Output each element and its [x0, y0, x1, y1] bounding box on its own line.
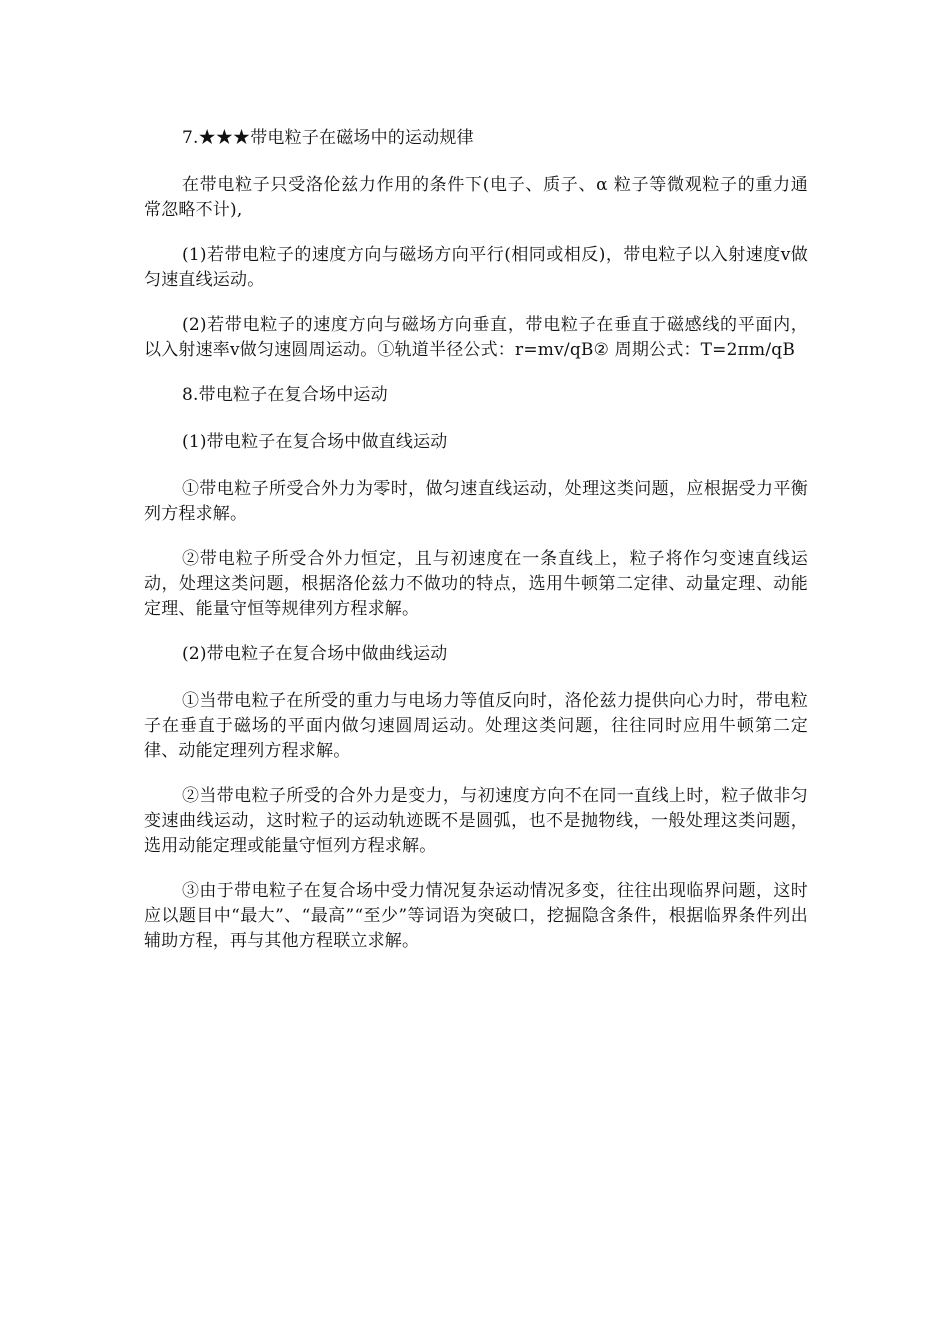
- critical-problem-paragraph: ③由于带电粒子在复合场中受力情况复杂运动情况多变，往往出现临界问题，这时应以题目中“最大”、“最高”“至少”等词语为突破口，挖掘隐含条件，根据临界条件列出辅助方程，再与其他方程联立求解。: [144, 881, 808, 951]
- perpendicular-velocity-paragraph: (2)若带电粒子的速度方向与磁场方向垂直，带电粒子在垂直于磁感线的平面内，以入射速率v做匀速圆周运动。①轨道半径公式：r=mv/qB② 周期公式：T=2πm/qB: [144, 315, 808, 360]
- section-7-heading: 7.★★★带电粒子在磁场中的运动规律: [182, 128, 474, 148]
- variable-force-paragraph: ②当带电粒子所受的合外力是变力，与初速度方向不在同一直线上时，粒子做非匀变速曲线运动，这时粒子的运动轨迹既不是圆弧，也不是抛物线，一般处理这类问题，选用动能定理或能量守恒列方程求解。: [144, 786, 808, 856]
- section-8-heading: 8.带电粒子在复合场中运动: [182, 385, 388, 405]
- straight-motion-subheading: (1)带电粒子在复合场中做直线运动: [182, 432, 448, 452]
- circular-motion-paragraph: ①当带电粒子在所受的重力与电场力等值反向时，洛伦兹力提供向心力时，带电粒子在垂直于磁场的平面内做匀速圆周运动。处理这类问题，往往同时应用牛顿第二定律、动能定理列方程求解。: [144, 691, 808, 761]
- zero-net-force-paragraph: ①带电粒子所受合外力为零时，做匀速直线运动，处理这类问题，应根据受力平衡列方程求解。: [144, 479, 808, 524]
- constant-net-force-paragraph: ②带电粒子所受合外力恒定，且与初速度在一条直线上，粒子将作匀变速直线运动，处理这类问题，根据洛伦兹力不做功的特点，选用牛顿第二定律、动量定理、动能定理、能量守恒等规律列方程求解。: [144, 549, 808, 619]
- curved-motion-subheading: (2)带电粒子在复合场中做曲线运动: [182, 644, 448, 664]
- parallel-velocity-paragraph: (1)若带电粒子的速度方向与磁场方向平行(相同或相反)，带电粒子以入射速度v做匀速直线运动。: [144, 245, 808, 290]
- document-page: [144, 126, 808, 974]
- lorentz-condition-paragraph: 在带电粒子只受洛伦兹力作用的条件下(电子、质子、α 粒子等微观粒子的重力通常忽略不计),: [144, 175, 808, 220]
